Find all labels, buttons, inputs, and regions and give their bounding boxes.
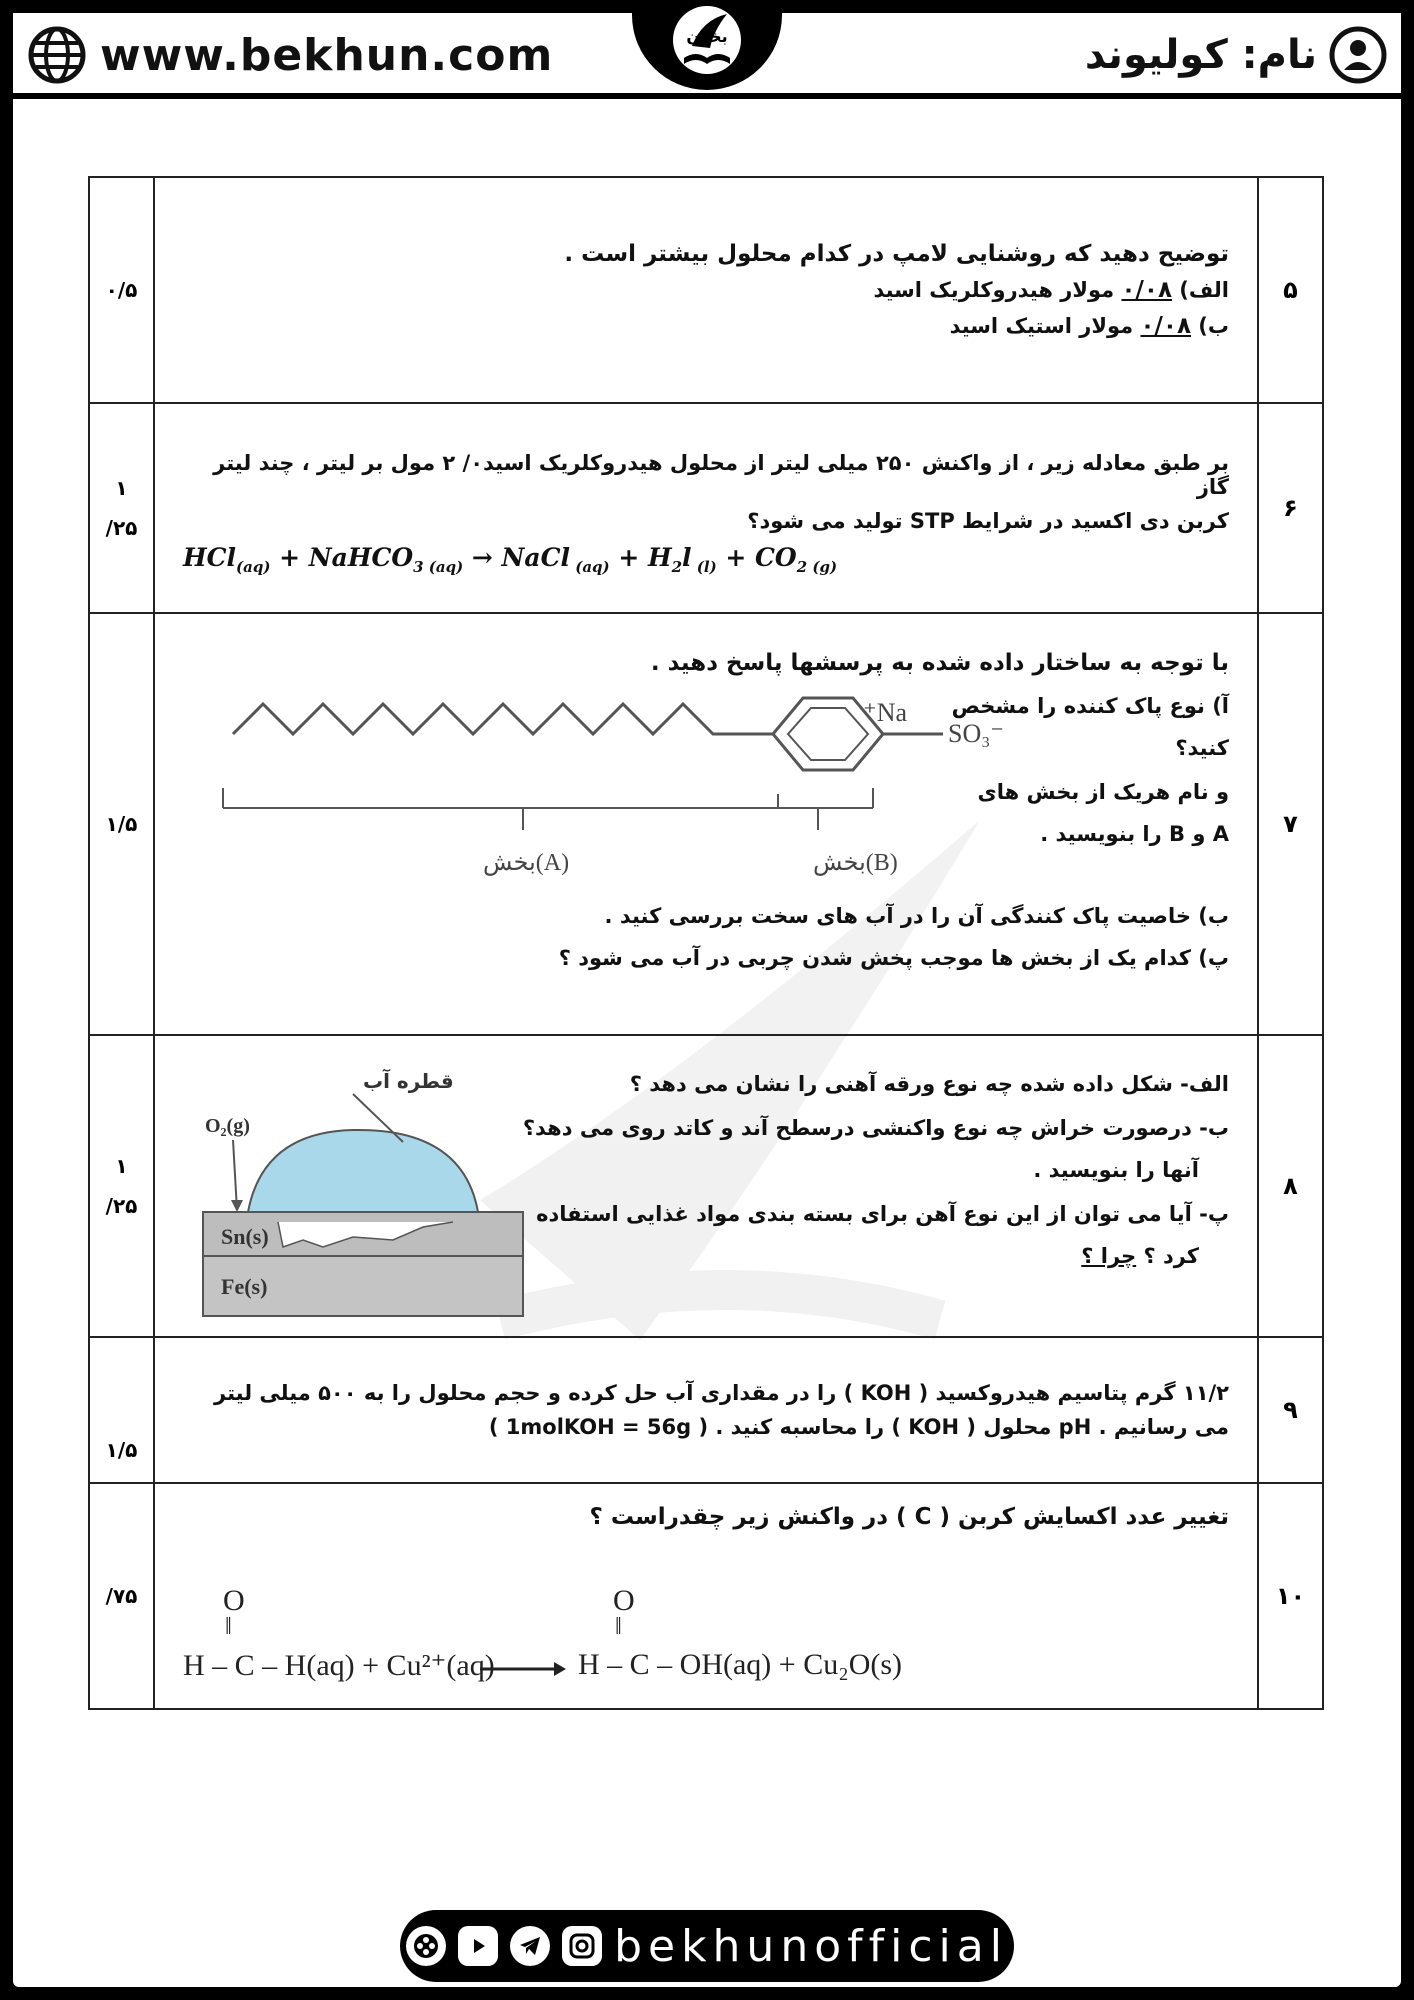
logo-text: بخون [686, 27, 728, 46]
aparat-icon[interactable] [406, 1926, 446, 1966]
redox-reaction [183, 1584, 943, 1694]
question-p: پ) کدام یک از بخش ها موجب پخش شدن چربی در آب می شود ؟ [558, 946, 1229, 970]
telegram-icon[interactable] [510, 1926, 550, 1966]
question-a: الف- شکل داده شده چه نوع ورقه آهنی را نشان می دهد ؟ [629, 1072, 1229, 1096]
youtube-icon[interactable] [458, 1926, 498, 1966]
question-number: ۹ [1258, 1337, 1323, 1483]
site-url[interactable]: www.bekhun.com [100, 29, 554, 81]
score-cell: ۱ /۲۵ [89, 1035, 154, 1337]
question-row-9 [89, 1337, 1323, 1483]
question-number: ۶ [1258, 403, 1323, 613]
question-content [154, 1035, 1258, 1337]
reactants: H – C – H(aq) + Cu²⁺(aq) [183, 1649, 495, 1682]
score-cell: ۱/۵ [89, 613, 154, 1035]
part-a-label: بخش(A) [483, 850, 570, 876]
question-number: ۱۰ [1258, 1483, 1323, 1709]
products: H – C – OH(aq) + Cu₂O(s) [578, 1648, 903, 1681]
double-bond-left: ‖ [225, 1614, 232, 1640]
social-footer [400, 1910, 1014, 1982]
question-content [154, 177, 1258, 403]
question-content [154, 613, 1258, 1035]
tin-layer-label: Sn(s) [221, 1224, 269, 1249]
question-title: تغییر عدد اکسایش کربن ( C ) در واکنش زیر چقدراست ؟ [589, 1504, 1229, 1530]
question-row-5 [89, 177, 1323, 403]
student-name-box [1085, 25, 1387, 85]
question-number: ۸ [1258, 1035, 1323, 1337]
question-number: ۵ [1258, 177, 1323, 403]
question-line-1: ۱۱/۲ گرم پتاسیم هیدروکسید ( KOH ) را در مقداری آب حل کرده و حجم محلول را به ۵۰۰ میلی لیتر [214, 1381, 1229, 1405]
score: ۰/۵ [105, 278, 138, 302]
water-drop-label: قطره آب [363, 1069, 454, 1093]
instagram-icon[interactable] [562, 1926, 602, 1966]
question-row-10 [89, 1483, 1323, 1709]
option-b: ب) ۰/۰۸ مولار استیک اسید [949, 313, 1229, 339]
question-p-line-1: پ- آیا می توان از این نوع آهن برای بسته بندی مواد غذایی استفاده [536, 1202, 1229, 1226]
score-cell: ۱/۵ [89, 1337, 154, 1483]
question-content [154, 1337, 1258, 1483]
question-a-line-4: A و B را بنویسید . [1040, 822, 1229, 846]
question-title: با توجه به ساختار داده شده به پرسشها پاسخ دهید . [650, 650, 1229, 676]
question-number: ۷ [1258, 613, 1323, 1035]
chemical-equation: HCl$_{(aq)}$ + NaHCO$_3$ $_{(aq)}$ → NaCl $_{(aq)} + H_2l$ $_{(l)} + CO_2$ $_{(g)}$ [183, 542, 838, 576]
score-cell [89, 177, 154, 403]
oxygen-atom-right: O [613, 1584, 635, 1617]
question-a-line-1: آ) نوع پاک کننده را مشخص [951, 694, 1229, 718]
questions-table [88, 176, 1324, 1710]
score-cell: /۷۵ [89, 1483, 154, 1709]
tin-plated-iron-figure [193, 1069, 533, 1322]
question-title: توضیح دهید که روشنایی لامپ در کدام محلول بیشتر است . [564, 241, 1229, 267]
detergent-structure-figure [213, 690, 1005, 880]
question-line-2: می رسانیم . pH محلول ( KOH ) را محاسبه کنید . ( 1molKOH = 56g ) [488, 1415, 1229, 1439]
question-a-line-2: کنید؟ [1175, 736, 1229, 760]
site-link[interactable] [28, 25, 553, 85]
oxygen-atom-left: O [223, 1584, 245, 1617]
question-a-line-3: و نام هریک از بخش های [977, 780, 1229, 804]
brand-logo [632, 0, 782, 90]
question-row-7 [89, 613, 1323, 1035]
logo-book-icon [632, 0, 782, 90]
student-name: نام: کولیوند [1084, 32, 1317, 78]
double-bond-right: ‖ [615, 1614, 622, 1640]
score-cell: ۱ /۲۵ [89, 403, 154, 613]
question-content [154, 1483, 1258, 1709]
question-row-6 [89, 403, 1323, 613]
sodium-ion-label: Na⁺ [863, 698, 908, 727]
social-handle[interactable]: bekhunofficial [614, 1920, 1008, 1972]
option-a: الف) ۰/۰۸ مولار هیدروکلریک اسید [873, 277, 1229, 303]
question-line-1: بر طبق معادله زیر ، از واکنش ۲۵۰ میلی لیتر از محلول هیدروکلریک اسید۰/ ۲ مول بر لیتر ، چند لیتر گاز [213, 450, 1229, 499]
question-b-line-2: آنها را بنویسید . [1033, 1158, 1199, 1182]
question-p-line-2: کرد ؟ چرا ؟ [1081, 1244, 1199, 1268]
iron-layer-label: Fe(s) [221, 1274, 268, 1299]
question-row-8 [89, 1035, 1323, 1337]
reaction-arrow-icon [478, 1654, 568, 1684]
user-icon [1329, 26, 1387, 84]
part-b-label: بخش(B) [813, 850, 898, 876]
question-line-2: کربن دی اکسید در شرایط STP تولید می شود؟ [747, 508, 1229, 533]
question-b-line-1: ب- درصورت خراش چه نوع واکنشی درسطح آند و کاتد روی می دهد؟ [522, 1116, 1229, 1140]
question-b: ب) خاصیت پاک کنندگی آن را در آب های سخت بررسی کنید . [604, 904, 1229, 928]
question-content [154, 403, 1258, 613]
globe-icon [28, 26, 86, 84]
sulfonate-group-label: SO₃⁻ [948, 719, 1005, 748]
oxygen-label: O₂(g) [205, 1115, 250, 1137]
